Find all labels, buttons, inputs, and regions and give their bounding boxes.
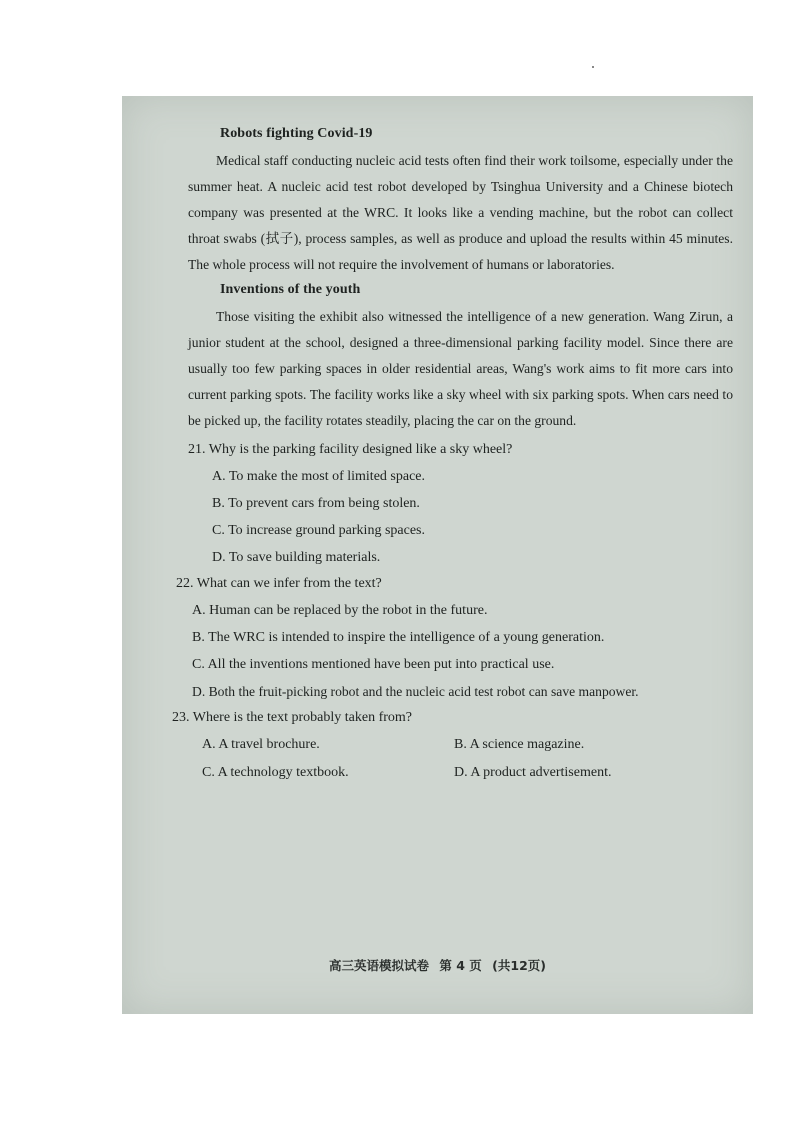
option-b: B. To prevent cars from being stolen. [212, 496, 420, 511]
option-b: B. The WRC is intended to inspire the intelligence of a young generation. [192, 630, 605, 645]
option-d: D. A product advertisement. [454, 765, 612, 780]
scan-speck [592, 66, 594, 68]
option-c: C. All the inventions mentioned have been put into practical use. [192, 657, 555, 672]
option-list [176, 597, 733, 705]
footer-page-number: 第 4 页 [439, 958, 482, 973]
option-d: D. To save building materials. [212, 550, 381, 565]
section-heading-youth: Inventions of the youth [220, 282, 361, 297]
option-list [172, 731, 733, 787]
option-a: A. Human can be replaced by the robot in the future. [192, 603, 488, 618]
question-23 [172, 705, 733, 787]
question-stem: 21. Why is the parking facility designed like a sky wheel? [188, 442, 513, 457]
footer-title: 高三英语模拟试卷 [329, 958, 430, 973]
option-c: C. A technology textbook. [202, 765, 349, 780]
section-paragraph-youth: Those visiting the exhibit also witnessed the intelligence of a new generation. Wang Zirun, a junior student at the school, designed a three-dimensional parking facility model. Since there are usually too few parking spaces in older residential areas, Wang's work aims to fit more cars into current parking spots. The facility works like a sky wheel with six parking spots. When cars need to be picked up, the facility rotates steadily, placing the car on the ground. [188, 309, 733, 428]
option-c: C. To increase ground parking spaces. [212, 523, 425, 538]
question-stem: 23. Where is the text probably taken from? [172, 710, 412, 725]
option-b: B. A science magazine. [454, 737, 585, 752]
option-a: A. To make the most of limited space. [212, 469, 425, 484]
section-paragraph-robots: Medical staff conducting nucleic acid tests often find their work toilsome, especially under the summer heat. A nucleic acid test robot developed by Tsinghua University and a Chinese biotech company was presented at the WRC. It looks like a vending machine, but the robot can collect throat swabs (拭子), process samples, as well as produce and upload the results within 45 minutes. The whole process will not require the involvement of humans or laboratories. [188, 153, 733, 272]
page-content [172, 126, 733, 787]
option-row [202, 731, 733, 759]
option-row [202, 759, 733, 787]
question-22 [176, 571, 733, 705]
footer-total-pages: (共12页) [492, 958, 546, 973]
section-heading-robots: Robots fighting Covid-19 [220, 126, 373, 141]
option-d: D. Both the fruit-picking robot and the nucleic acid test robot can save manpower. [192, 684, 639, 699]
page-footer [122, 956, 753, 974]
option-list [188, 463, 733, 571]
exam-page [122, 96, 753, 1014]
question-stem: 22. What can we infer from the text? [176, 576, 382, 591]
option-a: A. A travel brochure. [202, 737, 320, 752]
question-21 [188, 437, 733, 571]
